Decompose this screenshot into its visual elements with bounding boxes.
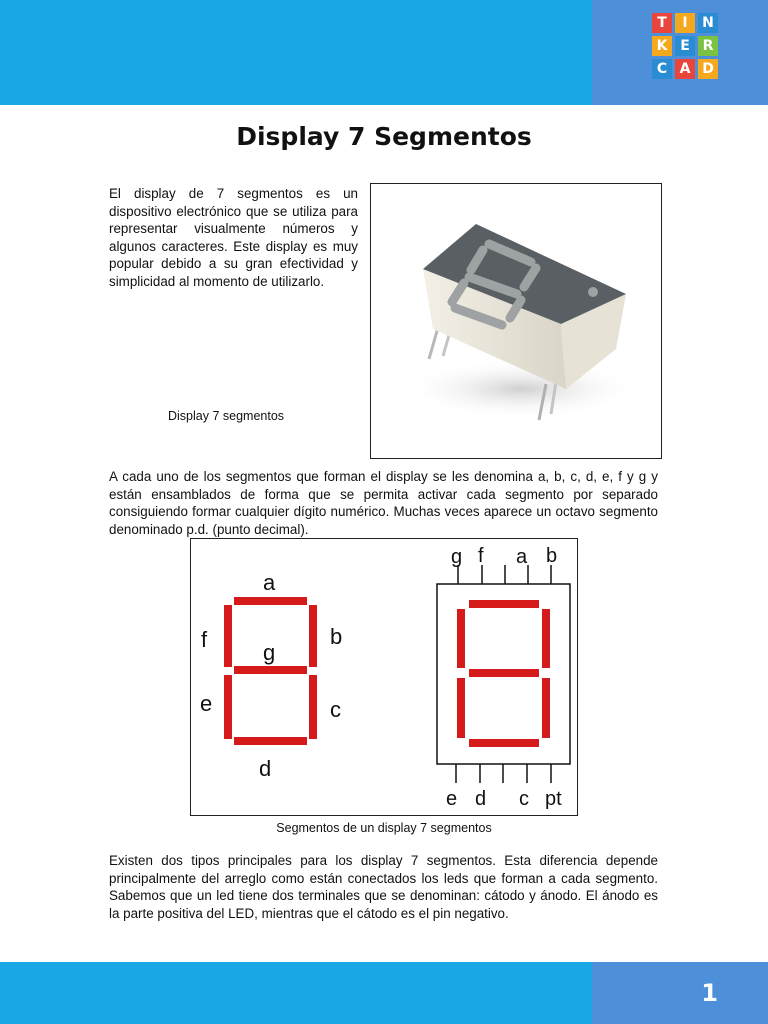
logo-letter: R (698, 36, 718, 56)
pin-label-bottom-2: d (475, 788, 487, 810)
label-d: d (259, 756, 272, 781)
logo-letter: T (652, 13, 672, 33)
segments-paragraph: A cada uno de los segmentos que forman el display se les denomina a, b, c, d, e, f y g y están ensamblados de forma que se permita activar cada segmento por separado consiguiendo formar cualquier dígito numérico. Muchas veces aparece un octavo segmento denominado p.d. (punto decimal). (109, 469, 658, 537)
tinkercad-logo (652, 13, 718, 79)
pin-label-top-4: b (546, 545, 558, 567)
header-band (0, 0, 768, 105)
logo-letter: K (652, 36, 672, 56)
diagram-caption: Segmentos de un display 7 segmentos (276, 821, 492, 835)
footer-corner-block (592, 962, 768, 1024)
pin-label-bottom-4: pt (545, 788, 562, 810)
segments-diagram-svg (191, 539, 578, 816)
intro-paragraph: El display de 7 segmentos es un dispositivo electrónico que se utiliza para representar visualmente números y algunos caracteres. Este display es muy popular debido a su gran efectividad y simplicidad al momento de utilizarlo. (109, 186, 358, 289)
pin-label-top-1: g (451, 546, 463, 568)
page-title: Display 7 Segmentos (236, 122, 532, 151)
pin-label-top-3: a (516, 546, 528, 568)
types-paragraph: Existen dos tipos principales para los display 7 segmentos. Esta diferencia depende principalmente del arreglo como están conectados los leds que forman a cada segmento. Sabemos que un led tiene dos terminales que se denominan: cátodo y ánodo. El ánodo es la parte positiva del LED, mientras que el cátodo es el pin negativo. (109, 853, 658, 921)
segments-diagram (190, 538, 578, 816)
footer-band (0, 962, 768, 1024)
label-a: a (263, 570, 276, 595)
logo-letter: A (675, 59, 695, 79)
photo-caption: Display 7 segmentos (168, 409, 285, 423)
label-f: f (201, 627, 208, 652)
logo-letter: I (675, 13, 695, 33)
pin-label-top-2: f (478, 545, 484, 567)
label-b: b (330, 624, 343, 649)
logo-letter: N (698, 13, 718, 33)
display-photo (370, 183, 662, 459)
label-g: g (263, 640, 276, 665)
logo-letter: C (652, 59, 672, 79)
pin-label-bottom-1: e (446, 788, 458, 810)
page-number: 1 (701, 979, 718, 1007)
label-c: c (330, 697, 341, 722)
logo-letter: E (675, 36, 695, 56)
display-photo-illustration (371, 184, 662, 459)
label-e: e (200, 691, 213, 716)
pin-label-bottom-3: c (519, 788, 529, 810)
logo-letter: D (698, 59, 718, 79)
